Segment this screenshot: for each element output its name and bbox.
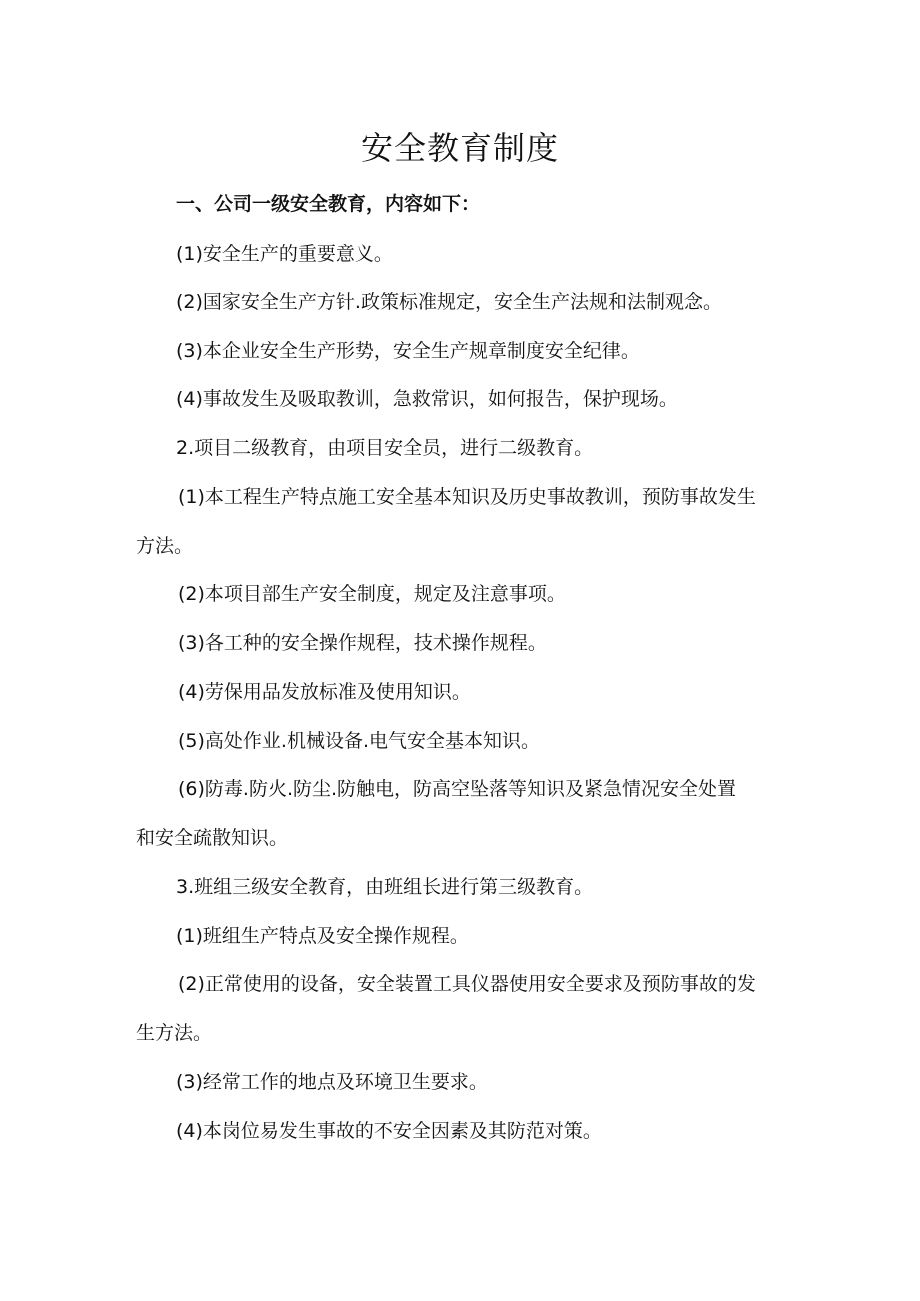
list-item-continuation: 方法。 <box>136 535 194 557</box>
list-item: (2)本项目部生产安全制度，规定及注意事项。 <box>178 583 566 605</box>
list-item: (4)本岗位易发生事故的不安全因素及其防范对策。 <box>176 1120 602 1142</box>
list-item: (1)班组生产特点及安全操作规程。 <box>176 925 469 947</box>
list-item: (3)经常工作的地点及环境卫生要求。 <box>176 1071 488 1093</box>
section-heading-project-level: 2.项目二级教育，由项目安全员，进行二级教育。 <box>176 437 594 459</box>
list-item: (4)事故发生及吸取教训，急救常识，如何报告，保护现场。 <box>176 388 678 410</box>
list-item: (6)防毒.防火.防尘.防触电，防高空坠落等知识及紧急情况安全处置 <box>178 778 737 800</box>
list-item: (4)劳保用品发放标准及使用知识。 <box>178 681 471 703</box>
list-item-continuation: 生方法。 <box>136 1022 213 1044</box>
list-item: (1)安全生产的重要意义。 <box>176 243 393 265</box>
list-item-continuation: 和安全疏散知识。 <box>136 827 289 849</box>
document-title: 安全教育制度 <box>360 129 559 167</box>
list-item: (3)本企业安全生产形势，安全生产规章制度安全纪律。 <box>176 340 640 362</box>
list-item: (5)高处作业.机械设备.电气安全基本知识。 <box>178 730 540 752</box>
list-item: (3)各工种的安全操作规程，技术操作规程。 <box>178 632 547 654</box>
list-item: (2)正常使用的设备，安全装置工具仪器使用安全要求及预防事故的发 <box>178 973 756 995</box>
list-item: (1)本工程生产特点施工安全基本知识及历史事故教训，预防事故发生 <box>178 486 756 508</box>
section-heading-company-level: 一、公司一级安全教育，内容如下： <box>176 193 481 215</box>
section-heading-team-level: 3.班组三级安全教育，由班组长进行第三级教育。 <box>176 876 594 898</box>
list-item: (2)国家安全生产方针.政策标准规定，安全生产法规和法制观念。 <box>176 291 722 313</box>
